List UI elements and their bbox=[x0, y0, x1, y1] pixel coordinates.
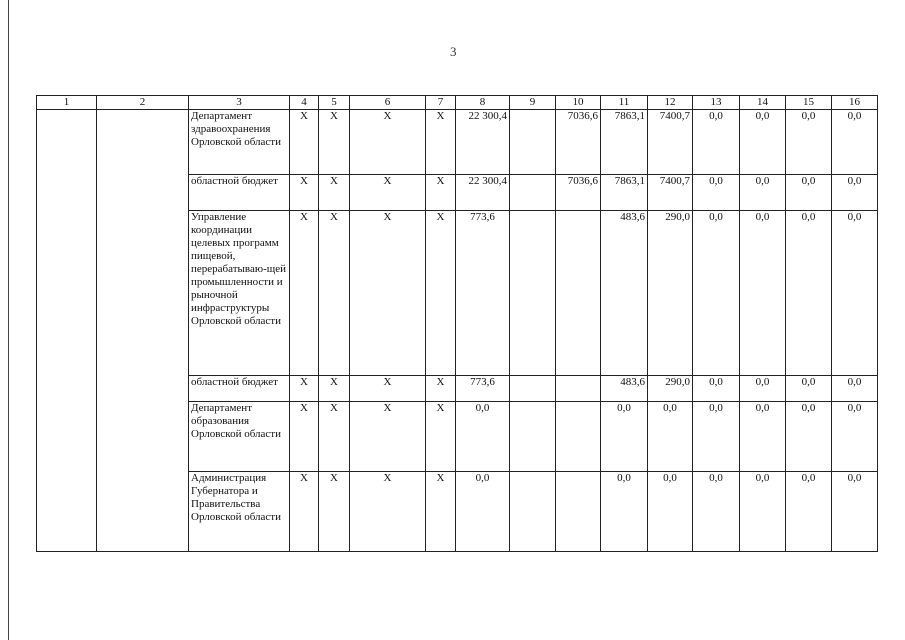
row-name: Департамент образования Орловской области bbox=[189, 402, 290, 472]
cell-c5: X bbox=[319, 175, 350, 211]
cell-c10 bbox=[556, 211, 601, 376]
cell-c8: 773,6 bbox=[456, 376, 510, 402]
cell-c10: 7036,6 bbox=[556, 110, 601, 175]
cell-c4: X bbox=[290, 472, 319, 552]
col-header: 10 bbox=[556, 96, 601, 110]
cell-c14: 0,0 bbox=[740, 376, 786, 402]
row-name: областной бюджет bbox=[189, 376, 290, 402]
cell-c5: X bbox=[319, 376, 350, 402]
cell-c16: 0,0 bbox=[832, 376, 878, 402]
cell-c15: 0,0 bbox=[786, 472, 832, 552]
col-header: 15 bbox=[786, 96, 832, 110]
cell-c14: 0,0 bbox=[740, 472, 786, 552]
cell-c4: X bbox=[290, 110, 319, 175]
cell-c14: 0,0 bbox=[740, 402, 786, 472]
cell-c6: X bbox=[350, 175, 426, 211]
cell-c13: 0,0 bbox=[693, 110, 740, 175]
cell-c12: 7400,7 bbox=[648, 175, 693, 211]
cell-c9 bbox=[510, 402, 556, 472]
col-header: 4 bbox=[290, 96, 319, 110]
col-header: 1 bbox=[37, 96, 97, 110]
cell-c8: 773,6 bbox=[456, 211, 510, 376]
col-header: 11 bbox=[601, 96, 648, 110]
cell-c16: 0,0 bbox=[832, 110, 878, 175]
cell-c7: X bbox=[426, 110, 456, 175]
cell-c6: X bbox=[350, 376, 426, 402]
cell-c8: 0,0 bbox=[456, 472, 510, 552]
cell-c8: 22 300,4 bbox=[456, 175, 510, 211]
cell-c7: X bbox=[426, 376, 456, 402]
row-name: областной бюджет bbox=[189, 175, 290, 211]
cell-c12: 0,0 bbox=[648, 402, 693, 472]
col-header: 6 bbox=[350, 96, 426, 110]
col-header: 9 bbox=[510, 96, 556, 110]
col-header: 2 bbox=[97, 96, 189, 110]
cell-c6: X bbox=[350, 472, 426, 552]
cell-c13: 0,0 bbox=[693, 376, 740, 402]
cell-c13: 0,0 bbox=[693, 472, 740, 552]
cell-c15: 0,0 bbox=[786, 402, 832, 472]
cell-c10 bbox=[556, 472, 601, 552]
cell-c15: 0,0 bbox=[786, 110, 832, 175]
cell-c6: X bbox=[350, 211, 426, 376]
cell-c16: 0,0 bbox=[832, 175, 878, 211]
cell-c11: 483,6 bbox=[601, 376, 648, 402]
cell-c10: 7036,6 bbox=[556, 175, 601, 211]
cell-c16: 0,0 bbox=[832, 211, 878, 376]
col2-cell bbox=[97, 110, 189, 552]
cell-c7: X bbox=[426, 402, 456, 472]
scan-edge-line bbox=[8, 0, 9, 640]
budget-table bbox=[36, 95, 878, 552]
cell-c13: 0,0 bbox=[693, 175, 740, 211]
cell-c14: 0,0 bbox=[740, 110, 786, 175]
col-header: 12 bbox=[648, 96, 693, 110]
cell-c11: 7863,1 bbox=[601, 175, 648, 211]
cell-c4: X bbox=[290, 211, 319, 376]
cell-c13: 0,0 bbox=[693, 211, 740, 376]
cell-c7: X bbox=[426, 175, 456, 211]
cell-c14: 0,0 bbox=[740, 175, 786, 211]
cell-c5: X bbox=[319, 402, 350, 472]
cell-c11: 7863,1 bbox=[601, 110, 648, 175]
cell-c9 bbox=[510, 175, 556, 211]
cell-c10 bbox=[556, 376, 601, 402]
cell-c9 bbox=[510, 472, 556, 552]
row-name: Администрация Губернатора и Правительства Орловской области bbox=[189, 472, 290, 552]
cell-c11: 0,0 bbox=[601, 472, 648, 552]
col-header: 3 bbox=[189, 96, 290, 110]
table-row bbox=[37, 110, 878, 175]
col-header: 8 bbox=[456, 96, 510, 110]
cell-c6: X bbox=[350, 402, 426, 472]
cell-c13: 0,0 bbox=[693, 402, 740, 472]
cell-c8: 0,0 bbox=[456, 402, 510, 472]
row-name: Управление координации целевых программ пищевой, перерабатываю-щей промышленности и рыночной инфраструктуры Орловской области bbox=[189, 211, 290, 376]
cell-c8: 22 300,4 bbox=[456, 110, 510, 175]
cell-c9 bbox=[510, 376, 556, 402]
cell-c4: X bbox=[290, 376, 319, 402]
cell-c9 bbox=[510, 110, 556, 175]
cell-c12: 0,0 bbox=[648, 472, 693, 552]
cell-c10 bbox=[556, 402, 601, 472]
cell-c6: X bbox=[350, 110, 426, 175]
cell-c11: 0,0 bbox=[601, 402, 648, 472]
cell-c14: 0,0 bbox=[740, 211, 786, 376]
row-name: Департамент здравоохранения Орловской области bbox=[189, 110, 290, 175]
cell-c7: X bbox=[426, 472, 456, 552]
cell-c7: X bbox=[426, 211, 456, 376]
col-header: 5 bbox=[319, 96, 350, 110]
cell-c5: X bbox=[319, 472, 350, 552]
col-header: 7 bbox=[426, 96, 456, 110]
cell-c4: X bbox=[290, 175, 319, 211]
cell-c16: 0,0 bbox=[832, 402, 878, 472]
header-row bbox=[37, 96, 878, 110]
cell-c16: 0,0 bbox=[832, 472, 878, 552]
cell-c15: 0,0 bbox=[786, 175, 832, 211]
cell-c12: 290,0 bbox=[648, 376, 693, 402]
cell-c15: 0,0 bbox=[786, 211, 832, 376]
cell-c11: 483,6 bbox=[601, 211, 648, 376]
cell-c15: 0,0 bbox=[786, 376, 832, 402]
cell-c5: X bbox=[319, 110, 350, 175]
cell-c5: X bbox=[319, 211, 350, 376]
col-header: 14 bbox=[740, 96, 786, 110]
cell-c12: 7400,7 bbox=[648, 110, 693, 175]
page-number: 3 bbox=[450, 44, 457, 59]
col1-cell bbox=[37, 110, 97, 552]
col-header: 16 bbox=[832, 96, 878, 110]
cell-c12: 290,0 bbox=[648, 211, 693, 376]
cell-c9 bbox=[510, 211, 556, 376]
cell-c4: X bbox=[290, 402, 319, 472]
col-header: 13 bbox=[693, 96, 740, 110]
